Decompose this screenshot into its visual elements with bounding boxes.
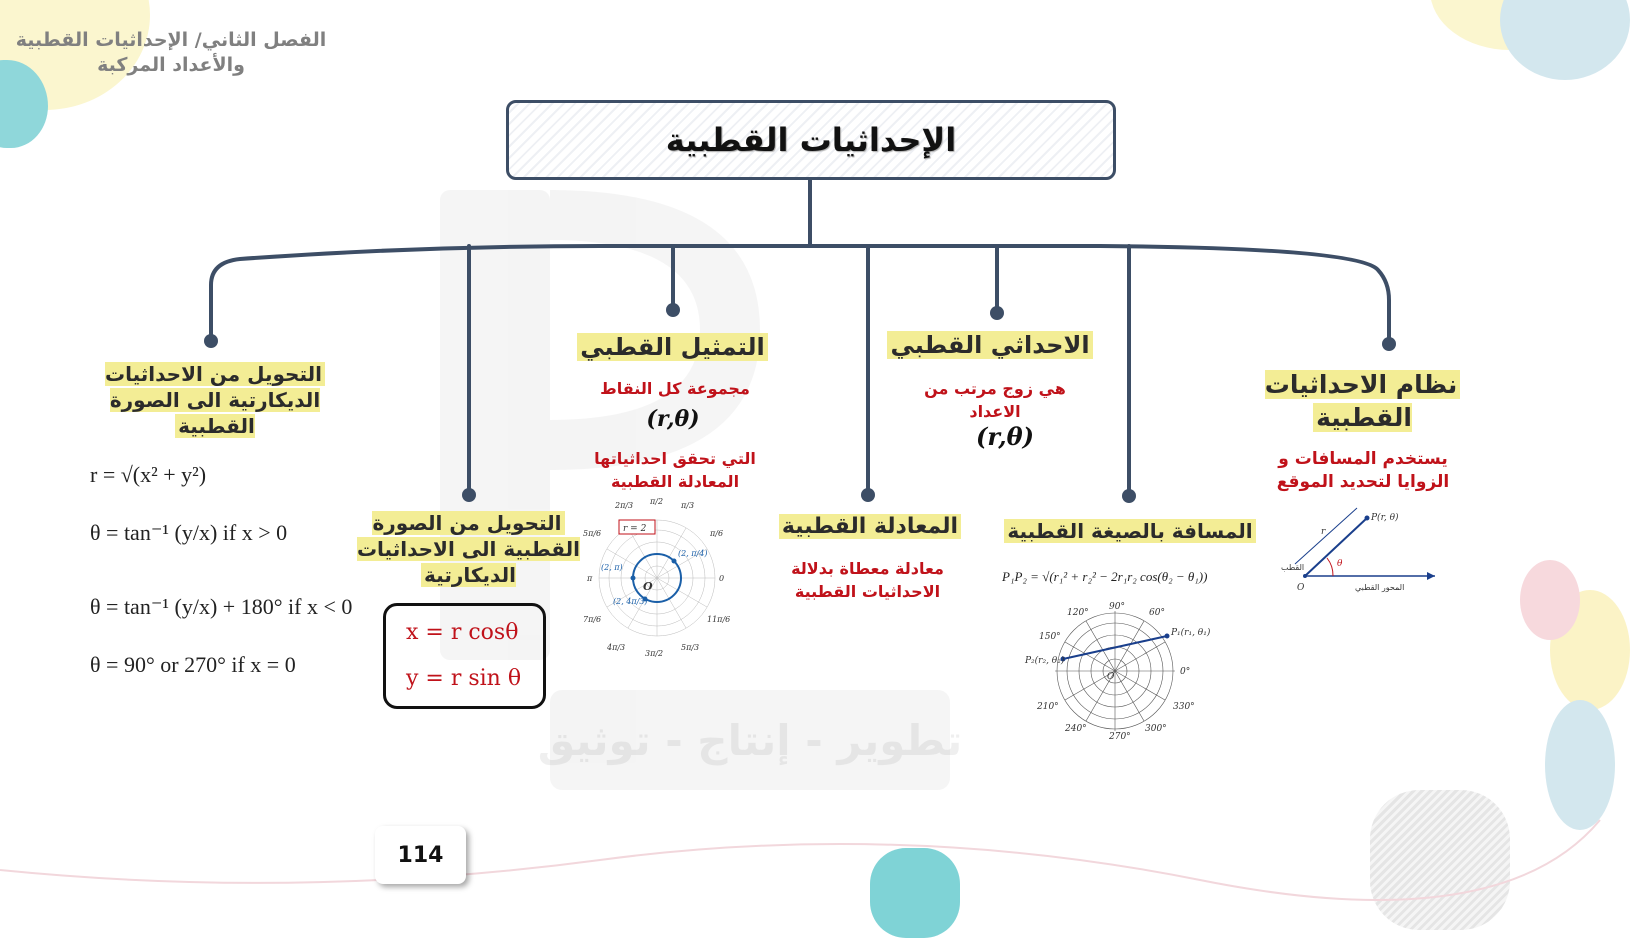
grid-angle-330: 330° xyxy=(1173,702,1195,712)
polar-r-label: r xyxy=(1321,527,1326,537)
polar-graph-pair: (r,θ) xyxy=(646,406,700,432)
polar-system-description: يستخدم المسافات و الزوايا لتحديد الموقع xyxy=(1276,449,1450,492)
graph-angle-pi6: π/6 xyxy=(710,529,724,538)
graph-point-2: (2, π/4) xyxy=(678,549,708,558)
graph-angle-pi2: π/2 xyxy=(650,497,664,506)
eq-y: y = r sin θ xyxy=(406,666,522,691)
polar-graph-description-top: مجموعة كل النقاط xyxy=(600,379,750,398)
connector-dots xyxy=(204,303,1396,503)
polar-to-rect-heading: التحويل من الصورة القطبية الى الاحداثيات الديكارتية xyxy=(356,511,581,587)
formula-theta-3: θ = 90° or 270° if x = 0 xyxy=(90,652,296,677)
polar-coordinate-heading: الاحداثي القطبي xyxy=(880,330,1100,360)
graph-angle-3pi2: 3π/2 xyxy=(645,649,664,658)
graph-angle-pi: π xyxy=(587,574,593,583)
distance-heading: المسافة بالصيغة القطبية xyxy=(980,516,1280,546)
grid-angle-240: 240° xyxy=(1065,724,1087,734)
graph-angle-0: 0 xyxy=(719,574,725,583)
watermark-text: تطوير - إنتاج - توثيق xyxy=(537,716,963,765)
eq-x: x = r cosθ xyxy=(406,620,519,645)
formula-theta-2: θ = tan⁻¹ (y/x) + 180° if x < 0 xyxy=(90,594,353,619)
grid-angle-90: 90° xyxy=(1109,602,1125,612)
main-title: الإحداثيات القطبية xyxy=(665,121,957,159)
polar-theta-label: θ xyxy=(1337,559,1343,569)
chapter-label xyxy=(6,28,336,78)
grid-angle-120: 120° xyxy=(1067,608,1089,618)
graph-angle-5pi6: 5π/6 xyxy=(583,529,602,538)
polar-point-label: P(r, θ) xyxy=(1371,513,1399,523)
distance-formula: P₁P₂ = √(r₁² + r₂² − 2r₁r₂ cos(θ₂ − θ₁)) xyxy=(1002,569,1208,584)
grid-angle-0: 0° xyxy=(1180,667,1191,677)
formula-r: r = √(x² + y²) xyxy=(90,462,207,487)
polar-to-rect-equations xyxy=(383,603,546,709)
graph-angle-pi3: π/3 xyxy=(681,501,695,510)
graph-angle-5pi3: 5π/3 xyxy=(681,643,700,652)
polar-system-figure xyxy=(1281,508,1445,598)
page-number-text: 114 xyxy=(397,842,444,868)
page-number xyxy=(375,826,466,884)
grid-angle-210: 210° xyxy=(1037,702,1059,712)
polar-coordinate-pair: (r,θ) xyxy=(976,422,1034,451)
grid-point-p1: P₁(r₁, θ₁) xyxy=(1171,628,1211,638)
rect-to-polar-heading: التحويل من الاحداثيات الديكارتية الى الصورة القطبية xyxy=(100,361,330,439)
polar-equation-description: معادلة معطاة بدلالة الاحداثيات القطبية xyxy=(791,559,944,601)
polar-graph-description-bottom: التي تحقق احداثياتها المعادلة القطبية xyxy=(594,449,756,491)
polar-coordinate-description: هي زوج مرتب من الاعداد xyxy=(924,379,1066,421)
graph-point-3: (2, 4π/3) xyxy=(613,597,648,606)
grid-origin: O xyxy=(1107,672,1115,682)
grid-angle-150: 150° xyxy=(1039,632,1061,642)
grid-point-p2: P₂(r₂, θ₂) xyxy=(1025,656,1065,666)
graph-angle-7pi6: 7π/6 xyxy=(583,615,602,624)
connector-tree xyxy=(211,180,1389,495)
grid-angle-300: 300° xyxy=(1145,724,1167,734)
graph-angle-11pi6: 11π/6 xyxy=(707,615,731,624)
polar-pole-label: القطب xyxy=(1281,563,1305,572)
distance-polar-grid xyxy=(1025,603,1255,753)
graph-point-1: (2, π) xyxy=(601,563,623,572)
grid-angle-270: 270° xyxy=(1109,732,1131,742)
polar-graph-figure xyxy=(583,497,750,665)
chapter-line-2: والأعداد المركبة xyxy=(97,54,245,76)
grid-angle-60: 60° xyxy=(1149,608,1165,618)
graph-angle-4pi3: 4π/3 xyxy=(607,643,626,652)
decor-bottom-curve xyxy=(0,820,1600,900)
graph-angle-2pi3: 2π/3 xyxy=(615,501,634,510)
polar-equation-heading: المعادلة القطبية xyxy=(765,512,975,542)
graph-equation-label: r = 2 xyxy=(623,524,647,534)
polar-origin-label: O xyxy=(1297,583,1305,593)
polar-system-heading: نظام الاحداثيات القطبية xyxy=(1255,368,1470,434)
formula-theta-1: θ = tan⁻¹ (y/x) if x > 0 xyxy=(90,520,288,545)
main-title-box xyxy=(506,100,1116,180)
polar-graph-heading: التمثيل القطبي xyxy=(560,332,785,362)
polar-axis-label: المحور القطبي xyxy=(1355,583,1405,592)
graph-origin-label: O xyxy=(643,580,653,593)
chapter-line-1: الفصل الثاني/ الإحداثيات القطبية xyxy=(15,29,327,51)
